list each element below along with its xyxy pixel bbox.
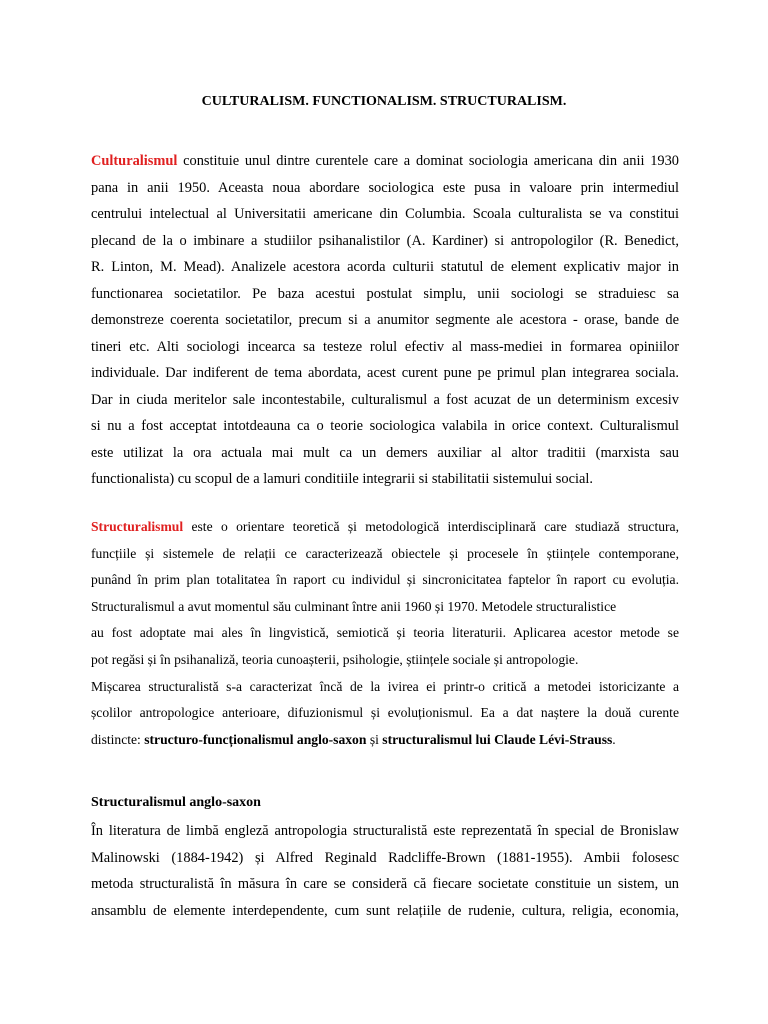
paragraph-structuralism bbox=[91, 514, 679, 753]
text-line: metoda structuralistă în măsura în care se consideră că fiecare societate constituie un sistem, un bbox=[91, 876, 679, 892]
text-line: funcțiile și sistemele de relații ce caracterizează obiectele și procesele în științele contemporane, bbox=[91, 545, 679, 561]
text-line: distincte: structuro-funcționalismul anglo-saxon și structuralismul lui Claude Lévi-Strauss. bbox=[91, 731, 616, 747]
text-line: În literatura de limbă engleză antropologia structuralistă este reprezentată în special de Bronislaw bbox=[91, 823, 679, 839]
keyword-culturalismul: Culturalismul bbox=[91, 153, 178, 169]
text-line: centrului intelectual al Universitatii americane din Columbia. Scoala culturalista se va constitui bbox=[91, 206, 679, 222]
text-line: Malinowski (1884-1942) și Alfred Reginald Radcliffe-Brown (1881-1955). Ambii folosesc bbox=[91, 849, 679, 866]
text-line: R. Linton, M. Mead). Analizele acestora acorda culturii statutul de element explicativ major in bbox=[91, 259, 679, 275]
text-line: este utilizat la ora actuala mai mult ca un demers auxiliar al altor traditii (marxista sau bbox=[91, 444, 679, 461]
text-line: Dar in ciuda meritelor sale incontestabile, culturalismul a fost acuzat de un determinism excesiv bbox=[91, 391, 679, 408]
text-line: functionarea societatilor. Pe baza acestui postulat simplu, unii sociologi se straduiesc sa bbox=[91, 285, 679, 302]
section-heading-anglo-saxon: Structuralismul anglo-saxon bbox=[91, 795, 261, 810]
text-line: ansamblu de elemente interdependente, cum sunt relațiile de rudenie, cultura, religia, economia, bbox=[91, 902, 679, 919]
text-line: Culturalismul constituie unul dintre curentele care a dominat sociologia americana din anii 1930 bbox=[91, 153, 679, 169]
text-line: Mișcarea structuralistă s-a caracterizat încă de la ivirea ei printr-o critică a metodei istoricizante a bbox=[91, 678, 679, 694]
text-line: tineri etc. Alti sociologi incearca sa testeze rolul efectiv al mass-mediei in formarea opiniilor bbox=[91, 338, 679, 355]
text-line: plecand de la o imbinare a studiilor psihanalistilor (A. Kardiner) si antropologilor (R. Benedict, bbox=[91, 232, 679, 249]
text-line: demonstreze coerenta societatilor, precum si a anumitor segmente ale acestora - orase, bande de bbox=[91, 312, 679, 328]
text-line: pana in anii 1950. Aceasta noua abordare sociologica este pusa in valoare prin intermediul bbox=[91, 179, 679, 196]
text-line: individuale. Dar indiferent de tema abordata, acest curent pune pe primul plan integrarea sociala. bbox=[91, 365, 679, 381]
keyword-structuralismul: Structuralismul bbox=[91, 519, 184, 534]
document-title: CULTURALISM. FUNCTIONALISM. STRUCTURALISM. bbox=[201, 94, 567, 109]
text-line: Structuralismul a avut momentul său culminant între anii 1960 și 1970. Metodele structuralistice bbox=[91, 598, 617, 614]
text-line: au fost adoptate mai ales în lingvistică, semiotică și teoria literaturii. Aplicarea acestor metode se bbox=[91, 625, 679, 641]
text-line: pot regăsi și în psihanaliză, teoria cunoașterii, psihologie, științele sociale și antropologie. bbox=[91, 651, 579, 667]
text-line: punând în prim plan totalitatea în raport cu individul și sincronicitatea faptelor în raport cu evoluția. bbox=[91, 572, 679, 588]
text-line: functionalista) cu scopul de a lamuri conditiile integrarii si stabilitatii sistemului social. bbox=[91, 471, 593, 487]
text-line: școlilor antropologice anterioare, difuzionismul și evoluționismul. Ea a dat naștere la două curente bbox=[91, 705, 679, 721]
text-line: si nu a fost acceptat intotdeauna ca o teorie sociologica valabila in orice context. Culturalismul bbox=[91, 418, 679, 434]
text-line: Structuralismul este o orientare teoretică și metodologică interdisciplinară care studiază structura, bbox=[91, 519, 679, 534]
bold-term-levi-strauss: structuralismul lui Claude Lévi-Strauss bbox=[382, 731, 613, 747]
bold-term-structuro-functionalism: structuro-funcționalismul anglo-saxon bbox=[144, 731, 367, 747]
paragraph-culturalism bbox=[91, 148, 679, 493]
paragraph-anglo-saxon bbox=[91, 818, 679, 924]
